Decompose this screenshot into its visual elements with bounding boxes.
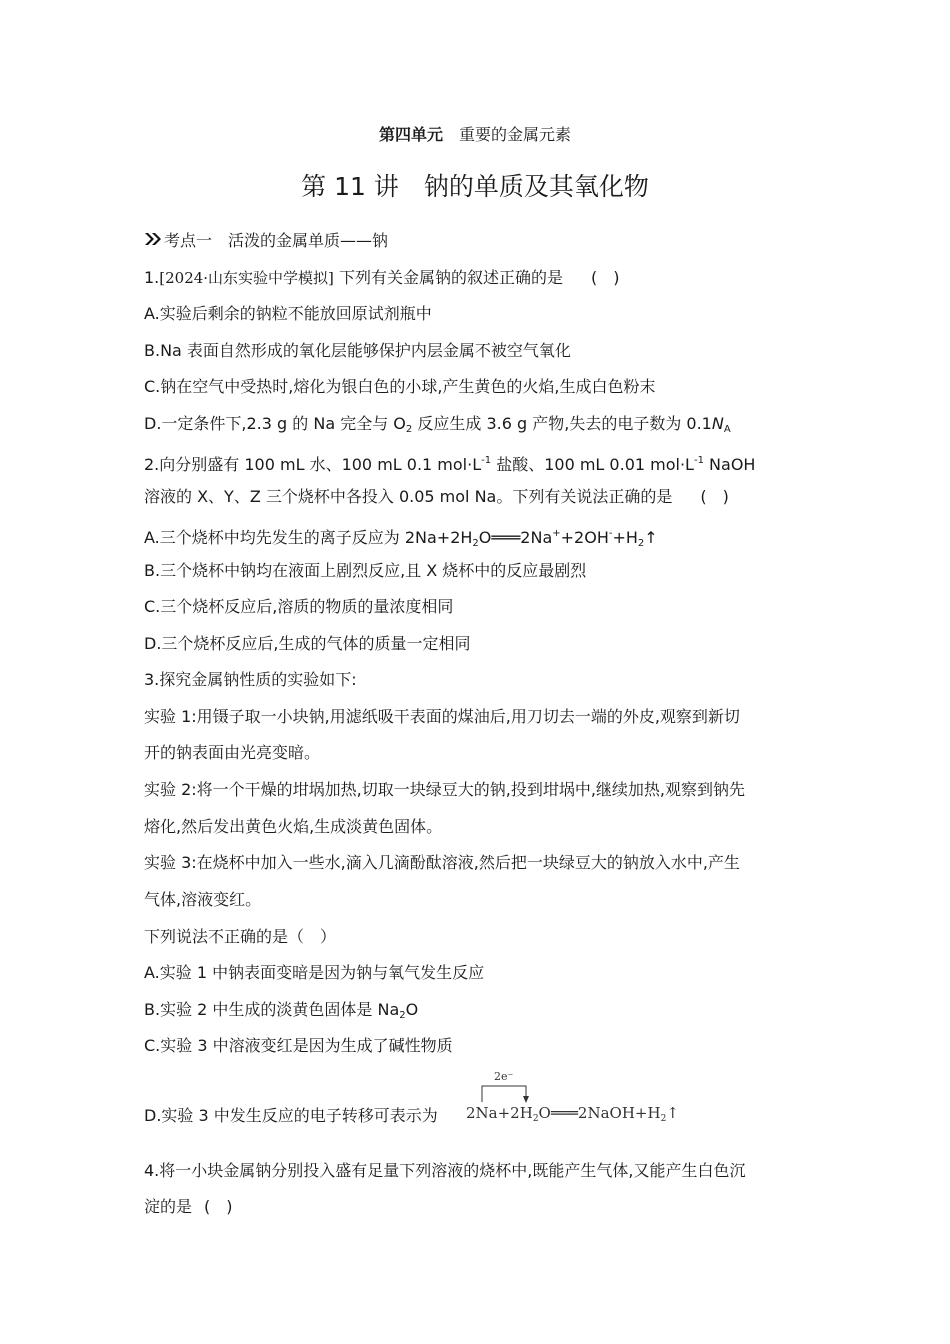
- q1-source: [2024·山东实验中学模拟]: [159, 269, 334, 287]
- q3-exp3-line1: 实验 3:在烧杯中加入一些水,滴入几滴酚酞溶液,然后把一块绿豆大的钠放入水中,产生: [144, 853, 740, 872]
- reaction-equation: $2Na+2H_2O═══2NaOH+H_2↑$: [466, 1104, 679, 1124]
- q3-option-b: B.实验 2 中生成的淡黄色固体是 $Na_2O$: [144, 1000, 419, 1021]
- q1-paren: ( ): [591, 268, 620, 287]
- unit-title: [0, 124, 950, 146]
- q2-option-c: C.三个烧杯反应后,溶质的物质的量浓度相同: [144, 597, 454, 616]
- q1-option-a: A.实验后剩余的钠粒不能放回原试剂瓶中: [144, 304, 432, 323]
- topic-text: 考点一 活泼的金属单质——钠: [164, 231, 389, 250]
- topic-heading: [144, 229, 830, 253]
- q3-exp1-line1: 实验 1:用镊子取一小块钠,用滤纸吸干表面的煤油后,用刀切去一端的外皮,观察到新切: [144, 707, 740, 726]
- q2-paren: ( ): [700, 487, 729, 506]
- q3-exp1-line2: 开的钠表面由光亮变暗。: [144, 743, 321, 762]
- q3-exp2-line1: 实验 2:将一个干燥的坩埚加热,切取一块绿豆大的钠,投到坩埚中,继续加热,观察到钠先: [144, 780, 746, 799]
- q3-option-c: C.实验 3 中溶液变红是因为生成了碱性物质: [144, 1036, 453, 1055]
- unit-label: 第四单元: [378, 125, 443, 144]
- q2-option-d: D.三个烧杯反应后,生成的气体的质量一定相同: [144, 634, 471, 653]
- q2-option-b: B.三个烧杯中钠均在液面上剧烈反应,且 X 烧杯中的反应最剧烈: [144, 561, 587, 580]
- q1-stem: 1.[2024·山东实验中学模拟] 下列有关金属钠的叙述正确的是 ( ): [144, 266, 830, 290]
- electron-count-label: 2e⁻: [494, 1070, 514, 1083]
- q1-option-d: D.一定条件下,2.3 g 的 Na 完全与 $O_2$ 反应生成 3.6 g 产物,失去的电子数为 $0.1N_A$: [144, 414, 731, 435]
- electron-transfer-equation: [466, 1070, 706, 1130]
- q3-option-d: D.实验 3 中发生反应的电子转移可表示为: [144, 1106, 438, 1125]
- q1-option-c: C.钠在空气中受热时,熔化为银白色的小球,产生黄色的火焰,生成白色粉末: [144, 377, 656, 396]
- q1-option-b: B.Na 表面自然形成的氧化层能够保护内层金属不被空气氧化: [144, 341, 571, 360]
- q3-option-a: A.实验 1 中钠表面变暗是因为钠与氧气发生反应: [144, 963, 485, 982]
- q4-stem-line1: 4.将一小块金属钠分别投入盛有足量下列溶液的烧杯中,既能产生气体,又能产生白色沉: [144, 1161, 746, 1180]
- lesson-title: 第 11 讲 钠的单质及其氧化物: [301, 172, 649, 201]
- q4-stem-line2: 淀的是 ( ): [144, 1195, 830, 1219]
- q2-stem-line1: 2.向分别盛有 100 mL 水、100 mL 0.1 $mol\cdot L^{-1}$ 盐酸、100 mL 0.01 $mol\cdot L^{-1}$ NaOH: [144, 455, 756, 474]
- double-chevron-icon: [144, 229, 164, 253]
- q3-stem: 3.探究金属钠性质的实验如下:: [144, 670, 357, 689]
- q3-ask: 下列说法不正确的是（ ）: [144, 927, 337, 946]
- q4-paren: ( ): [204, 1197, 233, 1216]
- unit-name: 重要的金属元素: [459, 125, 572, 144]
- q3-exp3-line2: 气体,溶液变红。: [144, 890, 262, 909]
- q2-option-a: A.三个烧杯中均先发生的离子反应为 $2Na+2H_2O═══2Na^++2OH^-+H_2↑$: [144, 528, 658, 549]
- q3-exp2-line2: 熔化,然后发出黄色火焰,生成淡黄色固体。: [144, 817, 443, 836]
- q2-stem-line2: 溶液的 X、Y、Z 三个烧杯中各投入 0.05 mol Na。下列有关说法正确的是 ( ): [144, 485, 830, 509]
